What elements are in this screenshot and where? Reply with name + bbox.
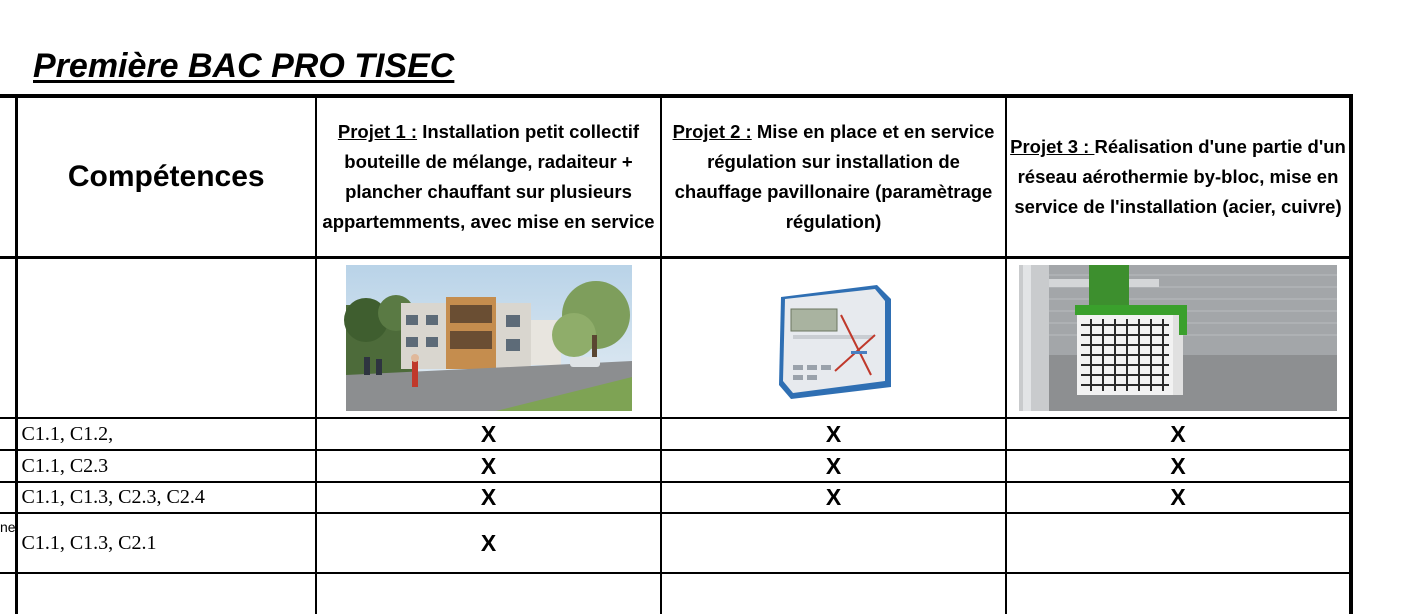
project-2-mark [661,573,1006,614]
project-3-mark [1006,573,1351,614]
clipped-row-label: ne [0,519,16,535]
competence-cell: C1.1, C1.3, C2.3, C2.4 [16,482,316,513]
competences-header: Compétences [16,96,316,258]
competence-project-table [0,94,1353,614]
table-row [0,482,1351,513]
competence-cell: C1.1, C1.3, C2.1 [16,513,316,573]
page-title: Première BAC PRO TISEC [33,47,455,85]
row-label-cell [0,418,16,450]
table-row [0,513,1351,573]
project-2-mark: X [661,418,1006,450]
image-row-competence-cell [16,258,316,419]
project-1-description: Installation petit collectif bouteille de mélange, radaiteur + plancher chauffant sur plusieurs appartemments, avec mise en service [322,121,655,232]
project-1-mark: X [316,513,661,573]
project-1-mark: X [316,418,661,450]
table-row [0,450,1351,482]
project-1-header [316,96,661,258]
project-2-mark [661,513,1006,573]
row-label-cell [0,482,16,513]
project-1-label: Projet 1 : [337,121,418,142]
row-label-cell [0,258,16,419]
project-2-description: Mise en place et en service régulation sur installation de chauffage pavillonaire (paramètrage régulation) [674,121,995,232]
project-3-header [1006,96,1351,258]
project-1-mark: X [316,450,661,482]
project-1-mark [316,573,661,614]
apartment-building-image [346,265,632,411]
project-3-mark [1006,513,1351,573]
row-label-cell [0,573,16,614]
project-1-mark: X [316,482,661,513]
table-row [0,573,1351,614]
row-label-cell [0,96,16,258]
project-3-label: Projet 3 : [1010,136,1095,157]
project-3-mark: X [1006,418,1351,450]
project-2-mark: X [661,450,1006,482]
table-image-row [0,258,1351,419]
heating-regulator-image [771,275,897,401]
project-2-header [661,96,1006,258]
table-header-row [0,96,1351,258]
project-1-image-cell [316,258,661,419]
competence-cell: C1.1, C1.2, [16,418,316,450]
project-2-label: Projet 2 : [672,121,752,142]
project-3-image-cell [1006,258,1351,419]
heat-pump-unit-image [1019,265,1337,411]
row-label-cell [0,450,16,482]
project-2-mark: X [661,482,1006,513]
competence-cell [16,573,316,614]
row-label-cell [0,513,16,573]
project-3-mark: X [1006,482,1351,513]
project-2-image-cell [661,258,1006,419]
table-row [0,418,1351,450]
project-3-mark: X [1006,450,1351,482]
competence-cell: C1.1, C2.3 [16,450,316,482]
project-3-description: Réalisation d'une partie d'un réseau aérothermie by-bloc, mise en service de l'installation (acier, cuivre) [1014,136,1346,217]
